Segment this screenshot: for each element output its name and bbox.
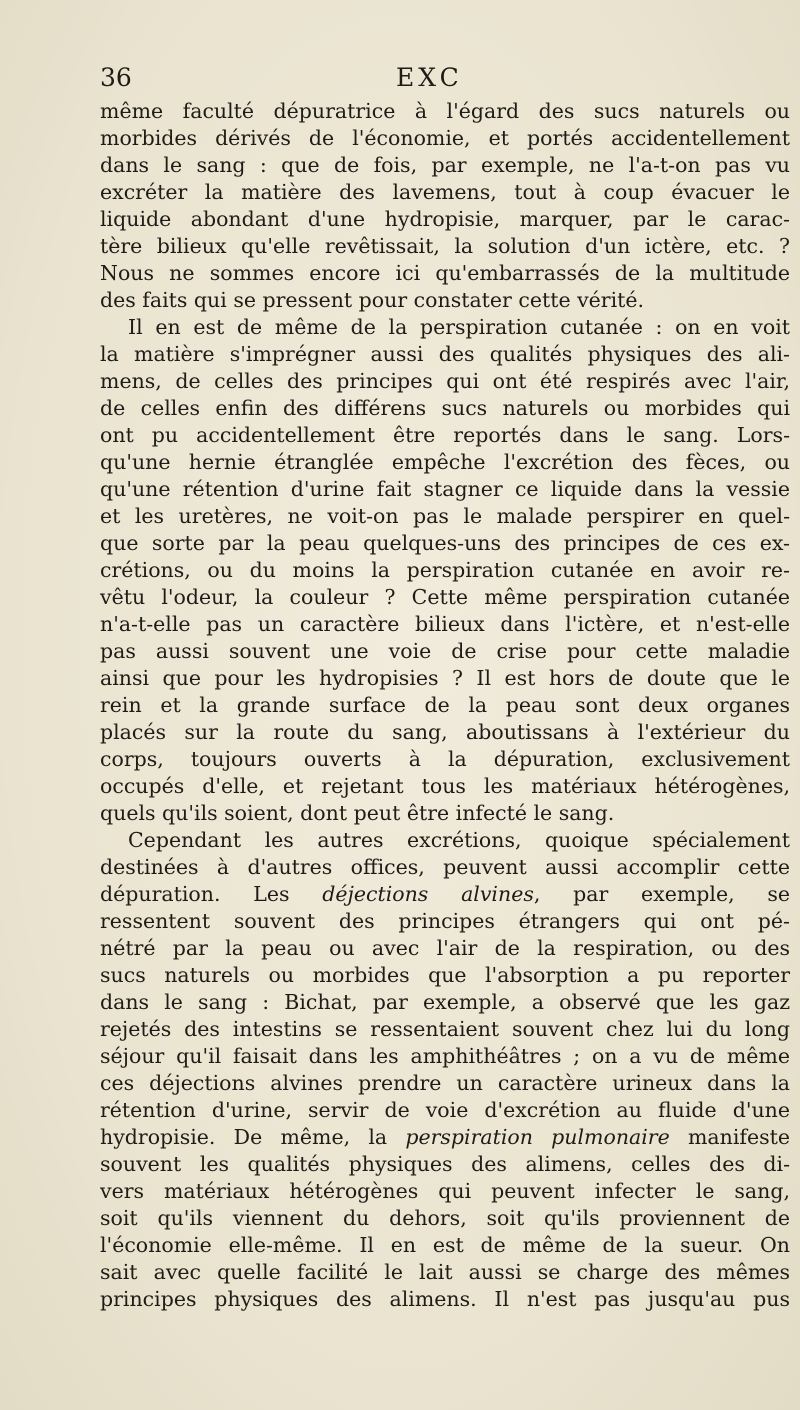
text-segment: quels qu'ils soient, dont peut être infecté le sang. [100, 801, 615, 825]
text-segment: rétention d'urine, servir de voie d'excrétion au fluide d'une [100, 1098, 790, 1122]
text-segment: n'a-t-elle pas un caractère bilieux dans l'ictère, et n'est-elle [100, 612, 790, 636]
text-line [100, 476, 790, 503]
text-segment: séjour qu'il faisait dans les amphithéâtres ; on a vu de même [100, 1044, 790, 1068]
text-segment: Il en est de même de la perspiration cutanée : on en voit [128, 315, 790, 339]
text-line [100, 854, 790, 881]
text-line [100, 773, 790, 800]
text-line [100, 557, 790, 584]
text-segment: rein et la grande surface de la peau sont deux organes [100, 693, 790, 717]
text-line [100, 638, 790, 665]
running-head: EXC [396, 63, 463, 92]
text-segment: sucs naturels ou morbides que l'absorption a pu reporter [100, 963, 790, 987]
text-segment: excréter la matière des lavemens, tout à coup évacuer le [100, 180, 790, 204]
text-line [100, 1232, 790, 1259]
text-segment: destinées à d'autres offices, peuvent aussi accomplir cette [100, 855, 790, 879]
text-line [100, 692, 790, 719]
text-segment: même faculté dépuratrice à l'égard des sucs naturels ou [100, 99, 790, 123]
text-line [100, 1124, 790, 1151]
text-line [100, 395, 790, 422]
text-line [100, 260, 790, 287]
text-segment: l'économie elle-même. Il en est de même de la sueur. On [100, 1233, 790, 1257]
text-segment: nétré par la peau ou avec l'air de la respiration, ou des [100, 936, 790, 960]
text-segment: manifeste [669, 1125, 790, 1149]
text-segment: mens, de celles des principes qui ont été respirés avec l'air, [100, 369, 790, 393]
text-segment: sait avec quelle facilité le lait aussi se charge des mêmes [100, 1260, 790, 1284]
text-line [100, 503, 790, 530]
text-line [100, 152, 790, 179]
text-line [100, 287, 790, 314]
text-line [100, 530, 790, 557]
text-segment: Nous ne sommes encore ici qu'embarrassés de la multitude [100, 261, 790, 285]
text-segment: la matière s'imprégner aussi des qualités physiques des ali- [100, 342, 790, 366]
text-segment: rejetés des intestins se ressentaient souvent chez lui du long [100, 1017, 790, 1041]
text-segment: des faits qui se pressent pour constater cette vérité. [100, 288, 645, 312]
text-line [100, 1070, 790, 1097]
text-segment: principes physiques des alimens. Il n'est pas jusqu'au pus [100, 1287, 790, 1311]
text-segment: et les uretères, ne voit-on pas le malade perspirer en quel- [100, 504, 790, 528]
text-segment: souvent les qualités physiques des alimens, celles des di- [100, 1152, 790, 1176]
text-segment: ces déjections alvines prendre un caractère urineux dans la [100, 1071, 790, 1095]
text-line [100, 368, 790, 395]
text-line [100, 1151, 790, 1178]
text-segment: ressentent souvent des principes étrangers qui ont pé- [100, 909, 790, 933]
text-line [100, 746, 790, 773]
text-segment: qu'une hernie étranglée empêche l'excrétion des fèces, ou [100, 450, 790, 474]
text-segment: pas aussi souvent une voie de crise pour cette maladie [100, 639, 790, 663]
text-segment: occupés d'elle, et rejetant tous les matériaux hétérogènes, [100, 774, 790, 798]
text-line [100, 989, 790, 1016]
text-line [100, 422, 790, 449]
text-line [100, 206, 790, 233]
text-line [100, 314, 790, 341]
text-segment: dans le sang : que de fois, par exemple, ne l'a-t-on pas vu [100, 153, 790, 177]
text-line [100, 1016, 790, 1043]
text-segment: vers matériaux hétérogènes qui peuvent infecter le sang, [100, 1179, 790, 1203]
text-segment: soit qu'ils viennent du dehors, soit qu'ils proviennent de [100, 1206, 790, 1230]
page-number: 36 [100, 63, 132, 92]
text-line [100, 800, 790, 827]
text-line [100, 584, 790, 611]
text-segment: placés sur la route du sang, aboutissans à l'extérieur du [100, 720, 790, 744]
text-segment: tère bilieux qu'elle revêtissait, la solution d'un ictère, etc. ? [100, 234, 790, 258]
text-line [100, 1286, 790, 1313]
text-line [100, 935, 790, 962]
text-segment: , par exemple, se [533, 882, 790, 906]
italic-term: déjections alvines [322, 882, 534, 906]
body-text [100, 98, 790, 1313]
text-line [100, 611, 790, 638]
text-segment: vêtu l'odeur, la couleur ? Cette même perspiration cutanée [100, 585, 790, 609]
text-segment: que sorte par la peau quelques-uns des principes de ces ex- [100, 531, 790, 555]
text-line [100, 1097, 790, 1124]
text-line [100, 98, 790, 125]
text-line [100, 179, 790, 206]
text-line [100, 449, 790, 476]
text-line [100, 1205, 790, 1232]
text-segment: qu'une rétention d'urine fait stagner ce liquide dans la vessie [100, 477, 790, 501]
text-line [100, 908, 790, 935]
text-segment: ont pu accidentellement être reportés dans le sang. Lors- [100, 423, 790, 447]
text-line [100, 125, 790, 152]
text-segment: crétions, ou du moins la perspiration cutanée en avoir re- [100, 558, 790, 582]
text-segment: corps, toujours ouverts à la dépuration, exclusivement [100, 747, 790, 771]
text-segment: de celles enfin des différens sucs naturels ou morbides qui [100, 396, 790, 420]
text-line [100, 1178, 790, 1205]
text-line [100, 827, 790, 854]
text-segment: liquide abondant d'une hydropisie, marquer, par le carac- [100, 207, 790, 231]
text-line [100, 341, 790, 368]
text-segment: morbides dérivés de l'économie, et portés accidentellement [100, 126, 790, 150]
page-header [100, 58, 790, 98]
text-line [100, 665, 790, 692]
text-line [100, 233, 790, 260]
text-segment: dépuration. Les [100, 882, 323, 906]
italic-term: perspiration pulmonaire [405, 1125, 670, 1149]
text-line [100, 962, 790, 989]
text-line [100, 881, 790, 908]
text-segment: hydropisie. De même, la [100, 1125, 406, 1149]
text-segment: Cependant les autres excrétions, quoique spécialement [128, 828, 790, 852]
text-line [100, 1043, 790, 1070]
text-segment: dans le sang : Bichat, par exemple, a observé que les gaz [100, 990, 790, 1014]
text-line [100, 1259, 790, 1286]
text-line [100, 719, 790, 746]
text-segment: ainsi que pour les hydropisies ? Il est hors de doute que le [100, 666, 790, 690]
